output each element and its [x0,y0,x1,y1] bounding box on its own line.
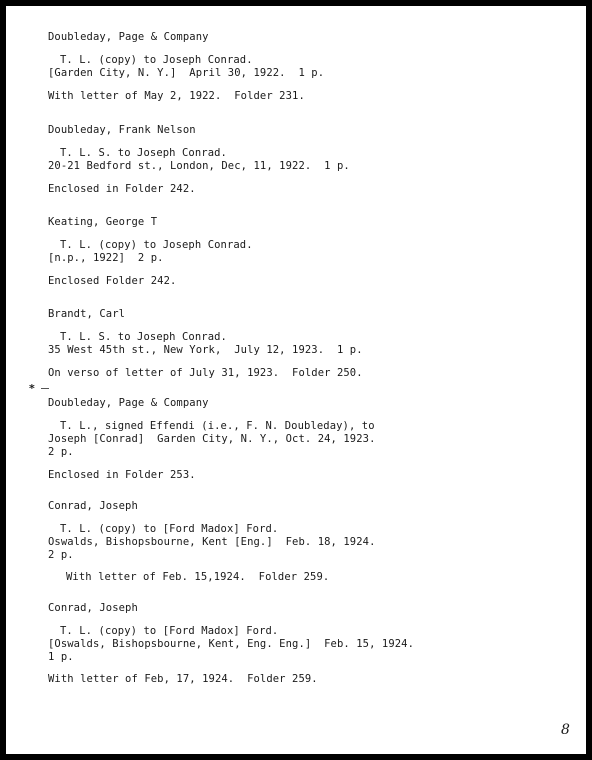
entry-note: Enclosed in Folder 253. [48,469,196,481]
entry-heading: Conrad, Joseph [48,602,138,614]
entry-note: On verso of letter of July 31, 1923. Folder 250. [48,367,363,379]
entry-line: Joseph [Conrad] Garden City, N. Y., Oct. 24, 1923. [48,433,376,445]
entry-line: T. L. (copy) to Joseph Conrad. [60,54,253,66]
margin-asterisk: * [29,382,35,395]
entry-note: With letter of Feb, 17, 1924. Folder 259. [48,673,318,685]
page-number: 8 [560,722,570,738]
entry-heading: Doubleday, Frank Nelson [48,124,196,136]
entry-line: 2 p. [48,446,74,458]
entry-line: T. L. S. to Joseph Conrad. [60,147,227,159]
entry-line: [Oswalds, Bishopsbourne, Kent, Eng. Eng.] Feb. 15, 1924. [48,638,415,650]
entry-heading: Conrad, Joseph [48,500,138,512]
entry-line: 2 p. [48,549,74,561]
entry-line: T. L. (copy) to [Ford Madox] Ford. [60,523,279,535]
entry-heading: Brandt, Carl [48,308,126,320]
entry-heading: Doubleday, Page & Company [48,397,209,409]
entry-note: Enclosed Folder 242. [48,275,177,287]
entry-line: 20-21 Bedford st., London, Dec, 11, 1922. 1 p. [48,160,350,172]
entry-line: T. L., signed Effendi (i.e., F. N. Doubleday), to [60,420,375,432]
entry-note: With letter of Feb. 15,1924. Folder 259. [66,571,330,583]
entry-line: 1 p. [48,651,74,663]
document-page [6,6,586,754]
entry-line: 35 West 45th st., New York, July 12, 1923. 1 p. [48,344,363,356]
entry-note: With letter of May 2, 1922. Folder 231. [48,90,305,102]
entry-note: Enclosed in Folder 242. [48,183,196,195]
entry-line: T. L. (copy) to Joseph Conrad. [60,239,253,251]
entry-line: [n.p., 1922] 2 p. [48,252,164,264]
entry-line: [Garden City, N. Y.] April 30, 1922. 1 p. [48,67,325,79]
entry-heading: Doubleday, Page & Company [48,31,209,43]
entry-heading: Keating, George T [48,216,158,228]
entry-line: Oswalds, Bishopsbourne, Kent [Eng.] Feb. 18, 1924. [48,536,376,548]
entry-line: T. L. (copy) to [Ford Madox] Ford. [60,625,279,637]
margin-dash [41,388,49,389]
entry-line: T. L. S. to Joseph Conrad. [60,331,227,343]
